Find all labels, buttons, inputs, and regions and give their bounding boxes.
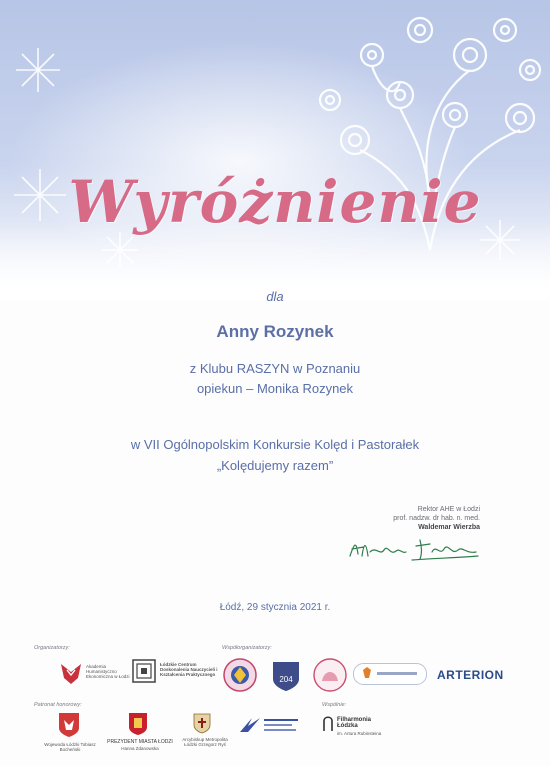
rector-role: Rektor AHE w Łodzi: [417, 506, 480, 513]
philharmonic-logo-text: Filharmonia Łódzka: [337, 717, 372, 729]
arterion-logo-icon: [437, 667, 519, 683]
contest-motto: „Kolędujemy razem”: [216, 458, 334, 473]
co-organizers-heading: Współorganizatorzy:: [222, 645, 272, 651]
svg-text:204: 204: [279, 675, 293, 684]
organizers-heading: Organizatorzy:: [34, 645, 70, 651]
coorganizer-logo-3-icon: [312, 657, 348, 693]
president-logo-subtext: Hanna Zdanowska: [121, 746, 159, 751]
archbishop-coat-icon: [192, 711, 212, 735]
rector-block: [345, 505, 480, 532]
media-heading: Wspólnie:: [322, 702, 347, 708]
ahe-logo-text: Akademia Humanistyczno Ekonomiczna w Łodzi: [86, 664, 130, 679]
coorganizer-logo-4-icon: [353, 663, 427, 685]
club-line: z Klubu RASZYN w Poznaniu: [189, 361, 361, 376]
rector-degree: prof. nadzw. dr hab. n. med.: [393, 515, 480, 522]
president-logo-text: PREZYDENT MIASTA ŁODZI: [107, 739, 173, 745]
voivode-eagle-icon: [58, 712, 80, 738]
contest-line: w VII Ogólnopolskim Konkursie Kolęd i Pastorałek: [130, 437, 420, 452]
ahe-emblem-icon: [58, 660, 84, 688]
philharmonic-arch-icon: [322, 714, 334, 732]
certificate-title: Wyróżnienie: [68, 168, 482, 236]
media-logo-1-icon: [236, 714, 302, 736]
lodz-city-crest-icon: [128, 712, 148, 736]
rector-signature: [346, 534, 481, 564]
arterion-logo-text: ARTERION: [437, 668, 504, 682]
philharmonic-logo-subtext: im. Artura Rubinsteina: [337, 731, 382, 736]
voivode-logo-text: Wojewoda Łódzki Tobiasz Bocheński: [44, 742, 96, 752]
recipient-name: Anny Rozynek: [216, 322, 334, 341]
center-logo-icon: [132, 659, 156, 683]
rector-name: Waldemar Wierzba: [418, 524, 480, 531]
issue-date: Łódź, 29 stycznia 2021 r.: [219, 602, 331, 613]
for-word: dla: [266, 289, 284, 304]
winter-header: [0, 0, 550, 300]
patronage-heading: Patronat honorowy:: [34, 702, 82, 708]
winter-background: [0, 0, 550, 300]
archbishop-logo-text: Arcybiskup Metropolita Łódzki Grzegorz Ryś: [182, 737, 228, 747]
guardian-line: opiekun – Monika Rozynek: [196, 381, 354, 396]
center-logo-text: Łódzkie Centrum Doskonalenia Nauczycieli i Kształcenia Praktycznego: [160, 662, 218, 677]
coorganizer-logo-1-icon: [222, 657, 258, 693]
coorganizer-logo-2-icon: [270, 659, 302, 693]
